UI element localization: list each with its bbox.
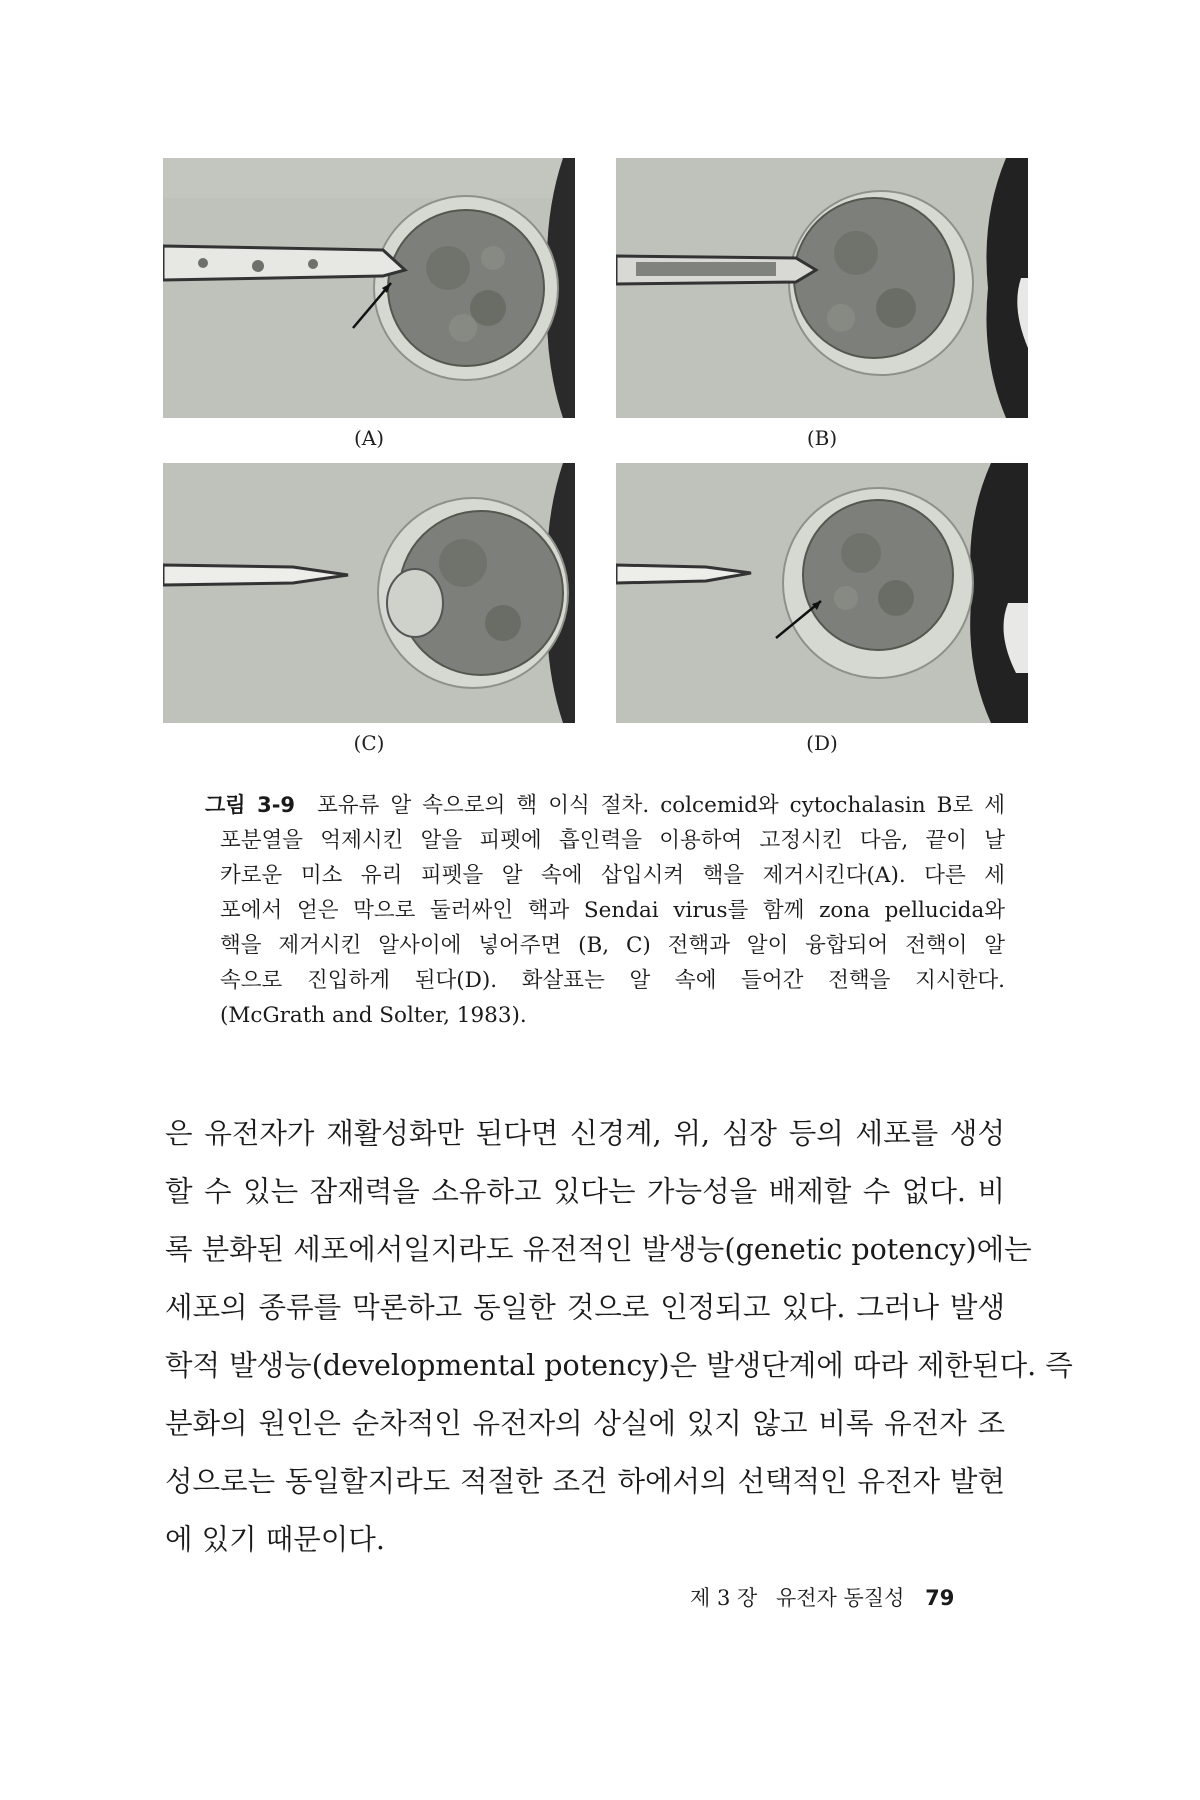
micrograph-b-image: [616, 158, 1028, 418]
caption-line-5: 핵을 제거시킨 알사이에 넣어주면 (B, C) 전핵과 알이 융합되어 전핵이 알: [220, 933, 1005, 958]
body-line-6: 분화의 원인은 순차적인 유전자의 상실에 있지 않고 비록 유전자 조: [165, 1407, 1005, 1440]
caption-line-text: 포유류 알 속으로의 핵 이식 절차. colcemid와 cytochalasin B로 세: [317, 793, 1006, 818]
body-line-3: 록 분화된 세포에서일지라도 유전적인 발생능(genetic potency)에는: [165, 1233, 1032, 1266]
page-number: 79: [925, 1586, 955, 1610]
caption-line-3: 카로운 미소 유리 피펫을 알 속에 삽입시켜 핵을 제거시킨다(A). 다른 세: [220, 863, 1005, 888]
micrograph-panel-d: [616, 463, 1028, 723]
chapter-number: 제 3 장: [690, 1586, 758, 1610]
caption-line-1: [205, 788, 1005, 823]
panel-label-b: (B): [806, 426, 838, 450]
panel-label-c: (C): [353, 731, 385, 755]
micrograph-c-image: [163, 463, 575, 723]
body-line-2: 할 수 있는 잠재력을 소유하고 있다는 가능성을 배제할 수 없다. 비: [165, 1175, 1005, 1208]
caption-line-6: 속으로 진입하게 된다(D). 화살표는 알 속에 들어간 전핵을 지시한다.: [220, 968, 1005, 993]
micrograph-a-image: [163, 158, 575, 418]
body-line-5: 학적 발생능(developmental potency)은 발생단계에 따라 제한된다. 즉: [165, 1349, 1073, 1382]
figure-number: 그림 3-9: [205, 793, 296, 817]
figure-caption: [205, 788, 1005, 1033]
body-paragraph: [165, 1105, 1073, 1569]
panel-label-d: (D): [806, 731, 838, 755]
page-footer: [690, 1582, 1020, 1612]
caption-line-4: 포에서 얻은 막으로 둘러싸인 핵과 Sendai virus를 함께 zona pellucida와: [220, 898, 1005, 923]
micrograph-panel-c: [163, 463, 575, 723]
body-line-7: 성으로는 동일할지라도 적절한 조건 하에서의 선택적인 유전자 발현: [165, 1465, 1005, 1498]
micrograph-panel-a: [163, 158, 575, 418]
chapter-title: 유전자 동질성: [775, 1586, 905, 1610]
body-line-8: 에 있기 때문이다.: [165, 1523, 385, 1556]
micrograph-panel-b: [616, 158, 1028, 418]
panel-label-a: (A): [353, 426, 385, 450]
caption-line-2: 포분열을 억제시킨 알을 피펫에 흡인력을 이용하여 고정시킨 다음, 끝이 날: [220, 828, 1005, 853]
micrograph-d-image: [616, 463, 1028, 723]
body-line-4: 세포의 종류를 막론하고 동일한 것으로 인정되고 있다. 그러나 발생: [165, 1291, 1005, 1324]
caption-citation: (McGrath and Solter, 1983).: [220, 1003, 527, 1028]
body-line-1: 은 유전자가 재활성화만 된다면 신경계, 위, 심장 등의 세포를 생성: [165, 1117, 1005, 1150]
